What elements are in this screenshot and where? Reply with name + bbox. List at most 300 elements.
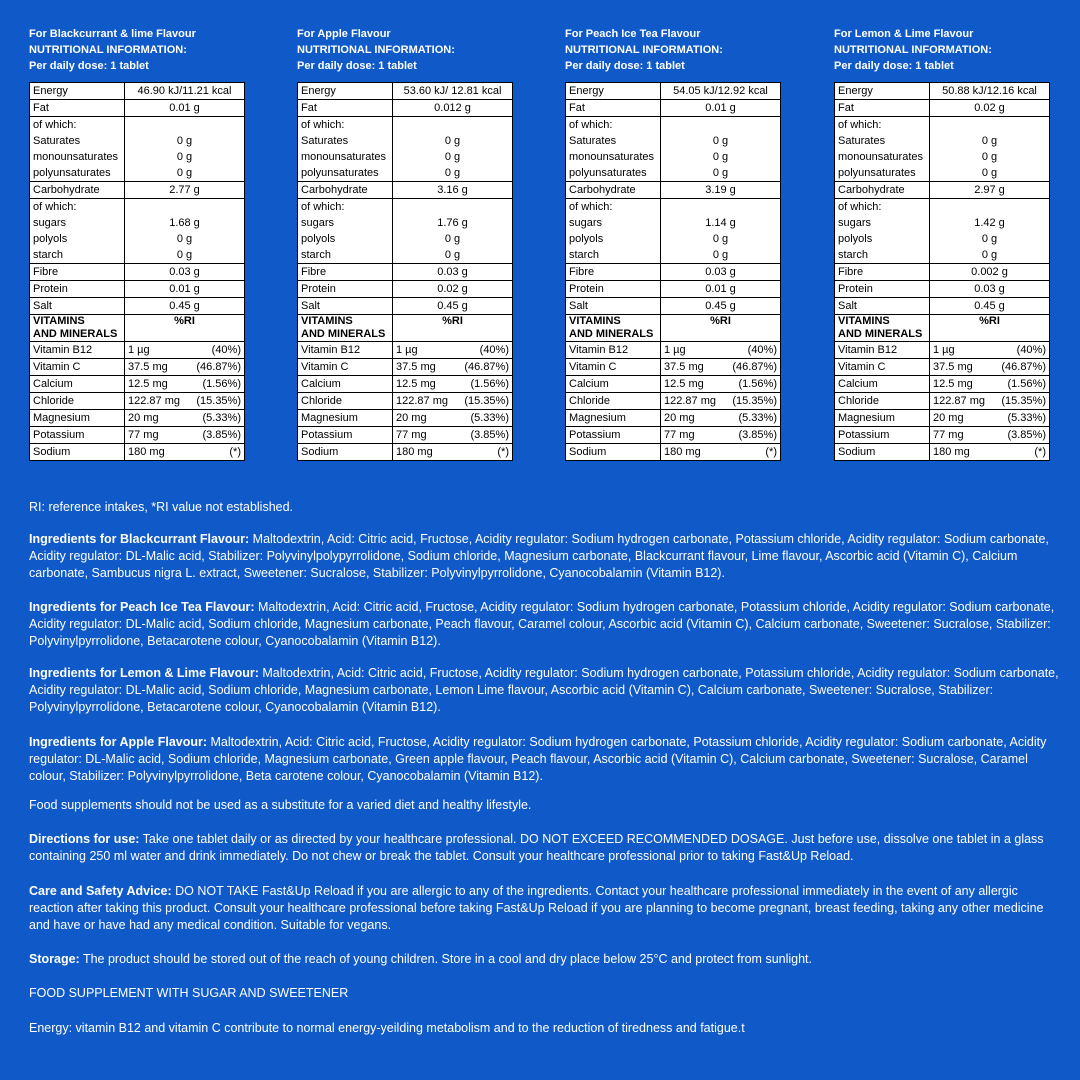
flavour-title: For Peach Ice Tea Flavour	[565, 28, 701, 40]
vitamin-name: Sodium	[835, 444, 930, 461]
nutrition-row-poly	[298, 165, 513, 182]
nutrient-value: 0 g	[661, 133, 781, 149]
nutrition-row-fibre	[30, 264, 245, 281]
nutrition-row-fat	[298, 100, 513, 117]
nutrient-label: Fibre	[30, 264, 125, 281]
nutrient-label: Energy	[298, 83, 393, 100]
nutrition-row-energy	[30, 83, 245, 100]
vitamin-row	[298, 376, 513, 393]
vitamin-row	[566, 427, 781, 444]
nutrient-label: Fat	[566, 100, 661, 117]
directions-text: Take one tablet daily or as directed by your healthcare professional. DO NOT EXCEED RECOMMENDED DOSAGE. Just before use, dissolve one tablet in a glass containing 250 ml water and drink immediately. Do not chew or break the tablet. Consult your healthcare professional prior to taking Fast&Up Reload.	[29, 832, 1044, 863]
nutrient-value: 0.002 g	[930, 264, 1050, 281]
vitamin-name: Vitamin C	[566, 359, 661, 376]
vitamin-ri: (*)	[229, 446, 241, 458]
vitamin-ri: (5.33%)	[1007, 412, 1046, 424]
vitamin-amount: 180 mg	[664, 446, 701, 458]
nutrient-value: 0 g	[393, 231, 513, 247]
vitamin-ri: (46.87%)	[464, 361, 509, 373]
nutrient-value: 0 g	[930, 247, 1050, 264]
vitamin-row	[566, 359, 781, 376]
vitamin-row	[30, 410, 245, 427]
nutrient-label: polyunsaturates	[30, 165, 125, 182]
vitamin-amount: 122.87 mg	[664, 395, 716, 407]
vitamin-amount: 122.87 mg	[396, 395, 448, 407]
nutrition-row-fat	[835, 100, 1050, 117]
nutrient-value: 0 g	[125, 133, 245, 149]
vitamin-name: Potassium	[298, 427, 393, 444]
vitamin-row	[298, 410, 513, 427]
nutrient-label: Fat	[298, 100, 393, 117]
nutrition-row-saturates	[835, 133, 1050, 149]
nutrition-row-energy	[835, 83, 1050, 100]
nutrient-label: sugars	[298, 215, 393, 231]
vitamin-amount: 37.5 mg	[933, 361, 973, 373]
nutrient-label: Carbohydrate	[298, 182, 393, 199]
vitamin-row	[835, 359, 1050, 376]
vitamin-amount: 180 mg	[396, 446, 433, 458]
nutrient-label: polyols	[835, 231, 930, 247]
nutrition-panel	[29, 26, 249, 461]
nutritional-info-label: NUTRITIONAL INFORMATION:	[565, 44, 723, 56]
vitamin-amount: 12.5 mg	[664, 378, 704, 390]
nutrient-value: 0 g	[393, 133, 513, 149]
vitamin-row	[566, 376, 781, 393]
nutrient-value: 0 g	[393, 165, 513, 182]
vitamin-amount: 12.5 mg	[128, 378, 168, 390]
nutrient-label: polyols	[30, 231, 125, 247]
vitamin-name: Potassium	[566, 427, 661, 444]
nutrient-value: 3.16 g	[393, 182, 513, 199]
nutrient-label: monounsaturates	[566, 149, 661, 165]
vitamin-row	[835, 427, 1050, 444]
ingredients-title: Ingredients for Peach Ice Tea Flavour:	[29, 600, 255, 614]
vitamin-ri: (3.85%)	[738, 429, 777, 441]
vitamins-header-row	[298, 315, 513, 342]
nutrition-row-of_which	[835, 117, 1050, 134]
vitamin-row	[566, 342, 781, 359]
nutrient-value: 0.012 g	[393, 100, 513, 117]
vitamin-ri: (1.56%)	[1007, 378, 1046, 390]
nutrition-row-salt	[30, 298, 245, 315]
nutrition-row-protein	[835, 281, 1050, 298]
nutritional-info-label: NUTRITIONAL INFORMATION:	[29, 44, 187, 56]
flavour-title: For Blackcurrant & lime Flavour	[29, 28, 196, 40]
ingredients-title: Ingredients for Apple Flavour:	[29, 735, 208, 749]
vitamin-ri: (1.56%)	[738, 378, 777, 390]
nutrient-label: monounsaturates	[835, 149, 930, 165]
vitamin-ri: (15.35%)	[464, 395, 509, 407]
minerals-heading: AND MINERALS	[569, 328, 654, 340]
vitamin-name: Chloride	[566, 393, 661, 410]
vitamin-row	[835, 393, 1050, 410]
nutrient-label: of which:	[30, 199, 125, 216]
nutrition-row-starch	[298, 247, 513, 264]
nutrient-value: 0.01 g	[125, 100, 245, 117]
vitamin-name: Sodium	[298, 444, 393, 461]
nutrition-row-fibre	[566, 264, 781, 281]
vitamin-amount: 1 µg	[933, 344, 955, 356]
nutrient-label: Salt	[835, 298, 930, 315]
nutrition-row-starch	[835, 247, 1050, 264]
vitamin-ri: (3.85%)	[470, 429, 509, 441]
ri-heading: %RI	[930, 315, 1050, 342]
ri-note: RI: reference intakes, *RI value not established.	[29, 500, 294, 514]
vitamin-row	[30, 444, 245, 461]
nutrition-row-of_which	[566, 199, 781, 216]
care-and-safety	[29, 883, 1059, 934]
vitamin-name: Potassium	[30, 427, 125, 444]
nutrient-value: 0 g	[661, 231, 781, 247]
flavour-title: For Apple Flavour	[297, 28, 391, 40]
vitamin-row	[566, 444, 781, 461]
vitamin-row	[30, 342, 245, 359]
nutrition-panel	[297, 26, 517, 461]
nutrient-value: 0.01 g	[661, 281, 781, 298]
nutrient-value: 0 g	[930, 231, 1050, 247]
vitamin-row	[835, 376, 1050, 393]
ingredients-title: Ingredients for Blackcurrant Flavour:	[29, 532, 250, 546]
nutrient-value: 0 g	[930, 133, 1050, 149]
nutrient-value: 53.60 kJ/ 12.81 kcal	[393, 83, 513, 100]
nutrient-value: 0 g	[125, 231, 245, 247]
vitamin-amount: 12.5 mg	[396, 378, 436, 390]
vitamin-amount: 20 mg	[396, 412, 427, 424]
vitamin-name: Calcium	[30, 376, 125, 393]
vitamin-name: Vitamin B12	[30, 342, 125, 359]
vitamin-name: Vitamin C	[298, 359, 393, 376]
ingredients-blackcurrant	[29, 531, 1059, 582]
nutrient-value: 0.01 g	[125, 281, 245, 298]
nutrient-value: 0.02 g	[393, 281, 513, 298]
nutrition-row-polyols	[566, 231, 781, 247]
vitamin-amount: 77 mg	[128, 429, 159, 441]
vitamin-ri: (46.87%)	[196, 361, 241, 373]
nutrition-row-protein	[30, 281, 245, 298]
vitamin-ri: (46.87%)	[1001, 361, 1046, 373]
panel-header	[29, 26, 249, 74]
vitamins-header-row	[835, 315, 1050, 342]
vitamin-name: Chloride	[835, 393, 930, 410]
ri-heading: %RI	[393, 315, 513, 342]
vitamin-ri: (1.56%)	[202, 378, 241, 390]
vitamin-ri: (46.87%)	[732, 361, 777, 373]
vitamin-name: Calcium	[566, 376, 661, 393]
nutrient-value: 0 g	[930, 149, 1050, 165]
nutrient-label: starch	[298, 247, 393, 264]
nutrition-row-carbohydrate	[566, 182, 781, 199]
nutrient-label: Saturates	[298, 133, 393, 149]
vitamin-row	[566, 393, 781, 410]
vitamin-ri: (40%)	[1016, 344, 1046, 356]
vitamin-amount: 122.87 mg	[933, 395, 985, 407]
vitamins-heading: VITAMINS	[838, 315, 890, 327]
vitamin-row	[835, 444, 1050, 461]
vitamin-row	[298, 342, 513, 359]
vitamin-name: Vitamin C	[30, 359, 125, 376]
nutrient-label: Salt	[298, 298, 393, 315]
ingredients-apple	[29, 734, 1059, 785]
vitamin-name: Chloride	[30, 393, 125, 410]
vitamin-amount: 77 mg	[664, 429, 695, 441]
nutrition-panel	[834, 26, 1054, 461]
vitamin-name: Vitamin C	[835, 359, 930, 376]
nutrient-label: of which:	[835, 117, 930, 134]
nutrient-value: 0 g	[393, 247, 513, 264]
storage-title: Storage:	[29, 952, 80, 966]
vitamin-ri: (40%)	[211, 344, 241, 356]
vitamin-amount: 20 mg	[664, 412, 695, 424]
nutrient-value: 0.45 g	[125, 298, 245, 315]
vitamin-ri: (40%)	[479, 344, 509, 356]
vitamin-ri: (*)	[497, 446, 509, 458]
nutrient-value: 0.45 g	[661, 298, 781, 315]
nutrient-value: 1.68 g	[125, 215, 245, 231]
nutrition-row-energy	[298, 83, 513, 100]
vitamin-ri: (*)	[765, 446, 777, 458]
daily-dose-label: Per daily dose: 1 tablet	[565, 60, 685, 72]
daily-dose-label: Per daily dose: 1 tablet	[297, 60, 417, 72]
nutrient-label: sugars	[835, 215, 930, 231]
nutrition-row-of_which	[835, 199, 1050, 216]
nutrient-value: 1.42 g	[930, 215, 1050, 231]
nutrient-label: sugars	[566, 215, 661, 231]
vitamin-row	[298, 427, 513, 444]
vitamin-row	[30, 427, 245, 444]
nutrition-row-protein	[298, 281, 513, 298]
nutrition-row-poly	[566, 165, 781, 182]
nutrient-label: Fat	[30, 100, 125, 117]
nutrition-row-polyols	[835, 231, 1050, 247]
vitamin-row	[835, 410, 1050, 427]
nutrient-label: monounsaturates	[298, 149, 393, 165]
nutrient-value: 0.01 g	[661, 100, 781, 117]
vitamin-ri: (15.35%)	[732, 395, 777, 407]
ri-heading: %RI	[125, 315, 245, 342]
nutrient-label: Fat	[835, 100, 930, 117]
vitamin-amount: 122.87 mg	[128, 395, 180, 407]
vitamin-name: Magnesium	[835, 410, 930, 427]
nutrition-row-salt	[566, 298, 781, 315]
nutrient-label: Protein	[566, 281, 661, 298]
vitamin-name: Magnesium	[298, 410, 393, 427]
nutrient-label: of which:	[30, 117, 125, 134]
nutrient-value: 0 g	[661, 247, 781, 264]
nutrient-label: Protein	[835, 281, 930, 298]
nutrient-label: Salt	[566, 298, 661, 315]
nutrition-row-carbohydrate	[298, 182, 513, 199]
nutrition-table	[297, 82, 513, 461]
nutrient-label: Saturates	[566, 133, 661, 149]
panel-header	[297, 26, 517, 74]
nutrition-row-poly	[835, 165, 1050, 182]
care-title: Care and Safety Advice:	[29, 884, 172, 898]
nutrition-table	[565, 82, 781, 461]
minerals-heading: AND MINERALS	[301, 328, 386, 340]
nutrient-label: of which:	[298, 199, 393, 216]
vitamin-ri: (40%)	[747, 344, 777, 356]
nutrition-row-sugars	[30, 215, 245, 231]
vitamins-header-row	[566, 315, 781, 342]
nutrition-row-polyols	[298, 231, 513, 247]
nutrition-row-mono	[835, 149, 1050, 165]
nutrition-row-poly	[30, 165, 245, 182]
vitamins-heading: VITAMINS	[33, 315, 85, 327]
nutrient-label: polyols	[566, 231, 661, 247]
nutrient-value: 0 g	[125, 165, 245, 182]
vitamin-row	[298, 393, 513, 410]
nutrient-label: Carbohydrate	[30, 182, 125, 199]
directions-title: Directions for use:	[29, 832, 140, 846]
nutrient-label: Carbohydrate	[835, 182, 930, 199]
nutrient-value: 2.77 g	[125, 182, 245, 199]
nutrient-value: 46.90 kJ/11.21 kcal	[125, 83, 245, 100]
nutritional-info-label: NUTRITIONAL INFORMATION:	[834, 44, 992, 56]
nutrient-label: Saturates	[835, 133, 930, 149]
nutrient-value: 0.45 g	[393, 298, 513, 315]
nutrition-row-fibre	[298, 264, 513, 281]
nutrient-label: Fibre	[566, 264, 661, 281]
directions-for-use	[29, 831, 1059, 865]
nutrient-value: 0.03 g	[661, 264, 781, 281]
ri-heading: %RI	[661, 315, 781, 342]
nutrient-value: 0 g	[930, 165, 1050, 182]
nutrient-value: 54.05 kJ/12.92 kcal	[661, 83, 781, 100]
nutrient-value: 0.03 g	[930, 281, 1050, 298]
nutrient-label: Salt	[30, 298, 125, 315]
nutritional-info-label: NUTRITIONAL INFORMATION:	[297, 44, 455, 56]
nutrition-row-salt	[835, 298, 1050, 315]
nutrient-label: Fibre	[835, 264, 930, 281]
vitamin-name: Potassium	[835, 427, 930, 444]
nutrition-row-carbohydrate	[835, 182, 1050, 199]
nutrition-row-of_which	[30, 117, 245, 134]
vitamin-amount: 77 mg	[396, 429, 427, 441]
vitamin-amount: 1 µg	[128, 344, 150, 356]
flavour-title: For Lemon & Lime Flavour	[834, 28, 974, 40]
vitamin-name: Vitamin B12	[298, 342, 393, 359]
vitamin-row	[30, 376, 245, 393]
nutrition-row-fat	[30, 100, 245, 117]
ingredients-text: Maltodextrin, Acid: Citric acid, Fructose, Acidity regulator: Sodium hydrogen carbonate, Potassium chloride, Acidity regulator: Sodium carbonate, Acidity regulator: DL-Malic acid, Sodium chloride, Magnesium carbonate, Green apple flavour, Peach flavour, Ascorbic acid (Vitamin C), Calcium carbonate, Sweetener: Sucralose, Caramel colour, Stabilizer: Polyvinylpyrrolidone, Beta carotene colour, Cyanocobalamin (Vitamin B12).	[29, 735, 1047, 783]
vitamin-row	[566, 410, 781, 427]
vitamin-amount: 37.5 mg	[128, 361, 168, 373]
nutrition-row-saturates	[30, 133, 245, 149]
nutrition-row-sugars	[298, 215, 513, 231]
nutrition-row-starch	[566, 247, 781, 264]
nutrient-value: 0 g	[393, 149, 513, 165]
daily-dose-label: Per daily dose: 1 tablet	[834, 60, 954, 72]
nutrition-panel	[565, 26, 785, 461]
vitamins-header-row	[30, 315, 245, 342]
vitamin-name: Magnesium	[566, 410, 661, 427]
nutrient-label: starch	[835, 247, 930, 264]
nutrition-table	[29, 82, 245, 461]
vitamin-ri: (1.56%)	[470, 378, 509, 390]
storage-info	[29, 951, 1059, 968]
vitamin-amount: 37.5 mg	[396, 361, 436, 373]
nutrient-label: sugars	[30, 215, 125, 231]
nutrition-row-fibre	[835, 264, 1050, 281]
nutrient-label: polyunsaturates	[298, 165, 393, 182]
panel-header	[565, 26, 785, 74]
nutrition-row-mono	[30, 149, 245, 165]
vitamin-row	[30, 393, 245, 410]
nutrition-row-of_which	[298, 117, 513, 134]
vitamin-row	[298, 359, 513, 376]
vitamin-amount: 12.5 mg	[933, 378, 973, 390]
nutrient-value: 2.97 g	[930, 182, 1050, 199]
vitamin-name: Chloride	[298, 393, 393, 410]
nutrition-row-fat	[566, 100, 781, 117]
vitamin-ri: (*)	[1034, 446, 1046, 458]
vitamin-row	[835, 342, 1050, 359]
vitamin-row	[30, 359, 245, 376]
nutrient-label: Carbohydrate	[566, 182, 661, 199]
nutrient-label: of which:	[835, 199, 930, 216]
nutrient-value: 0.03 g	[125, 264, 245, 281]
vitamin-amount: 1 µg	[396, 344, 418, 356]
nutrition-row-salt	[298, 298, 513, 315]
nutrition-table	[834, 82, 1050, 461]
nutrient-value: 0 g	[661, 149, 781, 165]
nutrient-value: 3.19 g	[661, 182, 781, 199]
vitamin-name: Calcium	[835, 376, 930, 393]
vitamin-row	[298, 444, 513, 461]
minerals-heading: AND MINERALS	[838, 328, 923, 340]
vitamin-ri: (3.85%)	[202, 429, 241, 441]
nutrient-label: Protein	[30, 281, 125, 298]
nutrient-label: Saturates	[30, 133, 125, 149]
minerals-heading: AND MINERALS	[33, 328, 118, 340]
vitamin-ri: (3.85%)	[1007, 429, 1046, 441]
nutrition-row-polyols	[30, 231, 245, 247]
nutrient-label: of which:	[566, 199, 661, 216]
storage-text: The product should be stored out of the reach of young children. Store in a cool and dry place below 25°C and protect from sunlight.	[79, 952, 812, 966]
vitamin-ri: (5.33%)	[470, 412, 509, 424]
nutrient-label: Energy	[566, 83, 661, 100]
nutrition-row-sugars	[835, 215, 1050, 231]
energy-claim: Energy: vitamin B12 and vitamin C contribute to normal energy-yeilding metabolism and to the reduction of tiredness and fatigue.t	[29, 1021, 745, 1035]
nutrient-value: 0.03 g	[393, 264, 513, 281]
ingredients-title: Ingredients for Lemon & Lime Flavour:	[29, 666, 259, 680]
vitamin-amount: 20 mg	[933, 412, 964, 424]
ingredients-text: Maltodextrin, Acid: Citric acid, Fructose, Acidity regulator: Sodium hydrogen carbonate, Potassium chloride, Acidity regulator: Sodium carbonate, Acidity regulator: DL-Malic acid, Sodium chloride, Magnesium carbonate, Peach flavour, Caramel colour, Ascorbic acid (Vitamin C), Calcium carbonate, Sweetener: Sucralose, Stabilizer: Polyvinylpyrrolidone, Betacarotene colour, Cyanocobalamin (Vitamin B12).	[29, 600, 1055, 648]
vitamin-name: Sodium	[30, 444, 125, 461]
vitamin-ri: (15.35%)	[196, 395, 241, 407]
vitamin-amount: 180 mg	[933, 446, 970, 458]
nutrient-label: starch	[566, 247, 661, 264]
daily-dose-label: Per daily dose: 1 tablet	[29, 60, 149, 72]
vitamin-ri: (15.35%)	[1001, 395, 1046, 407]
vitamin-name: Magnesium	[30, 410, 125, 427]
nutrition-row-energy	[566, 83, 781, 100]
vitamin-name: Vitamin B12	[835, 342, 930, 359]
nutrition-row-saturates	[298, 133, 513, 149]
nutrient-value: 0 g	[661, 165, 781, 182]
nutrient-label: Energy	[30, 83, 125, 100]
ingredients-text: Maltodextrin, Acid: Citric acid, Fructose, Acidity regulator: Sodium hydrogen carbonate, Potassium chloride, Acidity regulator: Sodium carbonate, Acidity regulator: DL-Malic acid, Sodium chloride, Magnesium carbonate, Lemon Lime flavour, Ascorbic acid (Vitamin C), Calcium carbonate, Sweetener: Sucralose, Stabilizer: Polyvinylpyrrolidone, Betacarotene colour, Cyanocobalamin (Vitamin B12).	[29, 666, 1059, 714]
nutrition-row-mono	[298, 149, 513, 165]
vitamin-name: Vitamin B12	[566, 342, 661, 359]
vitamin-amount: 180 mg	[128, 446, 165, 458]
nutrient-label: monounsaturates	[30, 149, 125, 165]
vitamin-amount: 77 mg	[933, 429, 964, 441]
vitamin-amount: 20 mg	[128, 412, 159, 424]
ingredients-peach	[29, 599, 1059, 650]
care-text: DO NOT TAKE Fast&Up Reload if you are allergic to any of the ingredients. Contact your healthcare professional immediately in the event of any allergic reaction after taking this product. Consult your healthcare professional before taking Fast&Up Reload if you are planning to become pregnant, breast feeding, taking any other medicine and have or have had any medical condition. Suitable for vegans.	[29, 884, 1044, 932]
nutrient-value: 0.45 g	[930, 298, 1050, 315]
